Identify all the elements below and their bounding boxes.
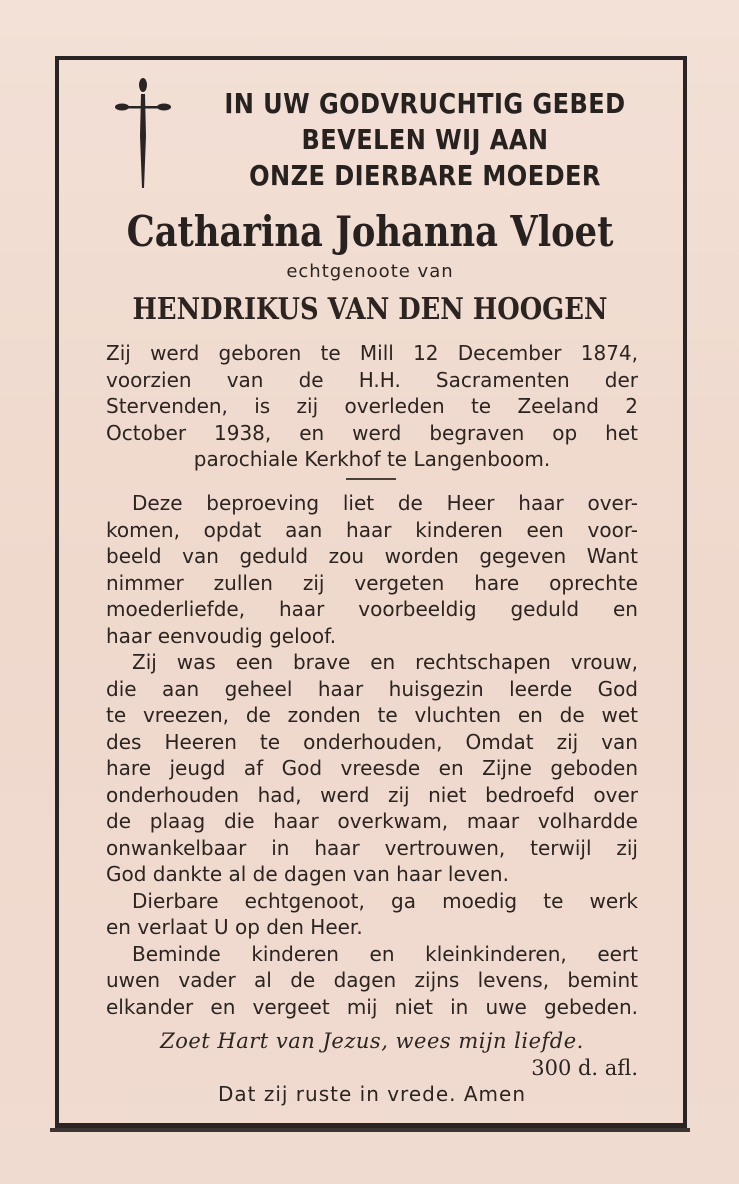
body-line: elkander en vergeet mij niet in uwe gebeden. — [106, 994, 638, 1019]
body-line: haar eenvoudig geloof. — [106, 623, 337, 648]
separator-rule — [346, 478, 396, 480]
body-line: hare jeugd af God vreesde en Zijne geboden — [106, 756, 638, 780]
prayer-line: Zoet Hart van Jezus, wees mijn liefde. — [160, 1029, 584, 1053]
body-line: God dankte al de dagen van haar leven. — [106, 862, 509, 886]
body-line: te vreezen, de zonden te vluchten en de wet — [106, 703, 638, 727]
biography-line: voorzien van de H.H. Sacramenten der — [106, 367, 638, 392]
deceased-name: Catharina Johanna Vloet — [126, 207, 614, 256]
biography-line: Zij werd geboren te Mill 12 December 1874, — [106, 341, 638, 365]
body-line: nimmer zullen zij vergeten hare oprechte — [106, 570, 638, 595]
closing-line: Dat zij ruste in vrede. Amen — [217, 1082, 527, 1106]
indulgence-note: 300 d. afl. — [531, 1056, 638, 1080]
body-line: komen, opdat aan haar kinderen een voor- — [106, 517, 638, 542]
body-line: moederliefde, haar voorbeeldig geduld en — [106, 597, 638, 621]
biography-line: parochiale Kerkhof te Langenboom. — [193, 447, 551, 471]
spouse-of-label: echtgenoote van — [286, 261, 454, 282]
cross-icon — [112, 76, 174, 194]
body-line: uwen vader al de dagen zijns levens, bemint — [106, 968, 638, 992]
body-line: Dierbare echtgenoot, ga moedig te werk — [132, 888, 638, 913]
body-line: de plaag die haar overkwam, maar volhardde — [106, 809, 638, 833]
body-line: Zij was een brave en rechtschapen vrouw, — [132, 650, 638, 674]
body-text — [106, 490, 638, 1020]
body-line: en verlaat U op den Heer. — [106, 915, 363, 939]
biography-paragraph — [106, 340, 638, 473]
body-line: des Heeren te onderhouden, Omdat zij van — [106, 729, 638, 754]
body-line: Deze beproeving liet de Heer haar over- — [132, 491, 638, 515]
bottom-rule — [50, 1128, 690, 1132]
body-line: beeld van geduld zou worden gegeven Want — [106, 544, 638, 568]
body-line: onwankelbaar in haar vertrouwen, terwijl zij — [106, 835, 638, 860]
spouse-name: HENDRIKUS VAN DEN HOOGEN — [132, 292, 608, 327]
heading-line-3: ONZE DIERBARE MOEDER — [249, 159, 601, 192]
heading-line-1: IN UW GODVRUCHTIG GEBED — [224, 87, 626, 120]
body-line: die aan geheel haar huisgezin leerde God — [106, 676, 638, 701]
heading-line-2: BEVELEN WIJ AAN — [301, 123, 549, 156]
body-line: onderhouden had, werd zij niet bedroefd over — [106, 782, 638, 807]
biography-line: Stervenden, is zij overleden te Zeeland 2 — [106, 394, 638, 418]
body-line: Beminde kinderen en kleinkinderen, eert — [132, 941, 638, 966]
biography-line: October 1938, en werd begraven op het — [106, 420, 638, 445]
